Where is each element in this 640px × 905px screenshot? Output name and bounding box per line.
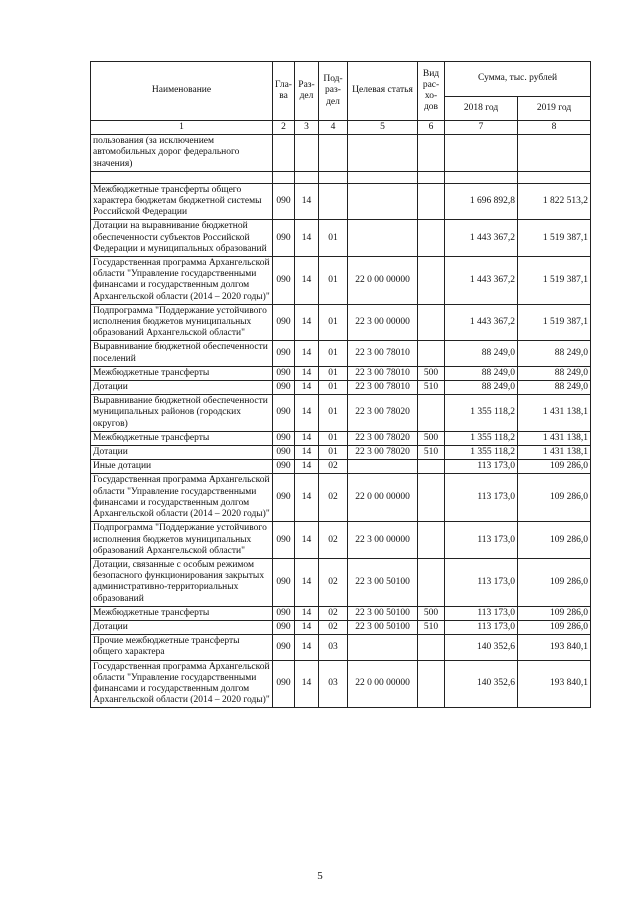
cell-razdel: 14 <box>295 660 319 708</box>
cell-name: Выравнивание бюджетной обеспеченности поселений <box>91 341 273 366</box>
table-body <box>91 135 591 708</box>
cell-name: Подпрограмма "Поддержание устойчивого исполнения бюджетов муниципальных образований Архангельской области" <box>91 522 273 559</box>
cell-vid <box>418 474 445 522</box>
cell-name: Дотации <box>91 381 273 395</box>
cell-razdel <box>295 171 319 183</box>
cell-razdel: 14 <box>295 220 319 257</box>
table-row <box>91 257 591 305</box>
table-row <box>91 620 591 634</box>
header-glava: Гла-ва <box>273 62 295 121</box>
cell-vid <box>418 460 445 474</box>
cell-celevaya <box>348 460 418 474</box>
header-2018: 2018 год <box>445 97 518 121</box>
cell-podrazdel: 03 <box>319 635 348 660</box>
header-razdel: Раз-дел <box>295 62 319 121</box>
cell-name: пользования (за исключением автомобильных дорог федерального значения) <box>91 135 273 172</box>
cell-vid <box>418 558 445 606</box>
cell-razdel: 14 <box>295 474 319 522</box>
cell-2019: 1 431 138,1 <box>518 446 591 460</box>
cell-2018: 113 173,0 <box>445 474 518 522</box>
cell-glava: 090 <box>273 635 295 660</box>
table-row <box>91 635 591 660</box>
table-row <box>91 135 591 172</box>
cell-razdel: 14 <box>295 304 319 341</box>
cell-2019: 109 286,0 <box>518 522 591 559</box>
cell-podrazdel: 01 <box>319 395 348 432</box>
cell-celevaya: 22 3 00 78020 <box>348 395 418 432</box>
header-podrazdel: Под-раз-дел <box>319 62 348 121</box>
budget-table <box>90 61 591 708</box>
cell-2019: 1 431 138,1 <box>518 395 591 432</box>
cell-name: Государственная программа Архангельской области "Управление государственными финансами и государственным долгом Архангельской области (2014 – 2020 годы)" <box>91 474 273 522</box>
cell-vid: 500 <box>418 366 445 380</box>
col-number: 6 <box>418 121 445 135</box>
cell-celevaya <box>348 171 418 183</box>
cell-celevaya: 22 0 00 00000 <box>348 660 418 708</box>
cell-podrazdel: 02 <box>319 606 348 620</box>
cell-glava: 090 <box>273 522 295 559</box>
cell-glava: 090 <box>273 304 295 341</box>
cell-2018: 140 352,6 <box>445 660 518 708</box>
cell-podrazdel: 02 <box>319 522 348 559</box>
cell-glava: 090 <box>273 381 295 395</box>
cell-vid <box>418 257 445 305</box>
cell-razdel: 14 <box>295 431 319 445</box>
cell-2019: 1 519 387,1 <box>518 257 591 305</box>
col-number: 1 <box>91 121 273 135</box>
cell-vid <box>418 341 445 366</box>
cell-podrazdel: 02 <box>319 474 348 522</box>
cell-2018: 113 173,0 <box>445 558 518 606</box>
cell-name: Иные дотации <box>91 460 273 474</box>
cell-vid: 510 <box>418 620 445 634</box>
cell-razdel: 14 <box>295 395 319 432</box>
cell-2019: 109 286,0 <box>518 460 591 474</box>
cell-glava: 090 <box>273 660 295 708</box>
cell-razdel: 14 <box>295 460 319 474</box>
table-row <box>91 460 591 474</box>
cell-glava: 090 <box>273 257 295 305</box>
cell-2018: 88 249,0 <box>445 366 518 380</box>
cell-podrazdel: 01 <box>319 446 348 460</box>
table-row <box>91 606 591 620</box>
table-row <box>91 660 591 708</box>
cell-glava: 090 <box>273 395 295 432</box>
cell-vid <box>418 304 445 341</box>
cell-glava: 090 <box>273 606 295 620</box>
cell-name: Межбюджетные трансферты <box>91 431 273 445</box>
cell-vid <box>418 522 445 559</box>
cell-glava <box>273 171 295 183</box>
cell-vid <box>418 220 445 257</box>
cell-celevaya: 22 3 00 78020 <box>348 446 418 460</box>
table-row <box>91 395 591 432</box>
cell-2019: 88 249,0 <box>518 381 591 395</box>
cell-razdel: 14 <box>295 183 319 220</box>
cell-razdel: 14 <box>295 341 319 366</box>
cell-2018: 1 355 118,2 <box>445 431 518 445</box>
cell-podrazdel: 01 <box>319 257 348 305</box>
cell-glava: 090 <box>273 558 295 606</box>
cell-celevaya: 22 3 00 50100 <box>348 606 418 620</box>
cell-celevaya: 22 3 00 00000 <box>348 304 418 341</box>
col-number: 3 <box>295 121 319 135</box>
cell-razdel: 14 <box>295 381 319 395</box>
col-number: 5 <box>348 121 418 135</box>
header-vid: Вид рас-хо-дов <box>418 62 445 121</box>
cell-name: Межбюджетные трансферты общего характера бюджетам бюджетной системы Российской Федерации <box>91 183 273 220</box>
cell-celevaya: 22 3 00 78020 <box>348 431 418 445</box>
cell-vid <box>418 183 445 220</box>
table-row <box>91 220 591 257</box>
cell-glava <box>273 135 295 172</box>
col-number: 4 <box>319 121 348 135</box>
cell-celevaya: 22 3 00 50100 <box>348 558 418 606</box>
cell-razdel: 14 <box>295 257 319 305</box>
cell-celevaya: 22 3 00 50100 <box>348 620 418 634</box>
cell-razdel <box>295 135 319 172</box>
cell-name: Прочие межбюджетные трансферты общего характера <box>91 635 273 660</box>
cell-2018 <box>445 135 518 172</box>
cell-vid <box>418 660 445 708</box>
cell-glava: 090 <box>273 474 295 522</box>
col-number: 8 <box>518 121 591 135</box>
cell-celevaya <box>348 220 418 257</box>
cell-name: Дотации <box>91 620 273 634</box>
cell-2019: 88 249,0 <box>518 366 591 380</box>
cell-2019: 109 286,0 <box>518 606 591 620</box>
header-2019: 2019 год <box>518 97 591 121</box>
cell-2019: 88 249,0 <box>518 341 591 366</box>
header-name: Наименование <box>91 62 273 121</box>
cell-glava: 090 <box>273 366 295 380</box>
cell-name: Дотации на выравнивание бюджетной обеспеченности субъектов Российской Федерации и муниципальных образований <box>91 220 273 257</box>
cell-2018: 113 173,0 <box>445 460 518 474</box>
cell-vid: 500 <box>418 606 445 620</box>
cell-name: Выравнивание бюджетной обеспеченности муниципальных районов (городских округов) <box>91 395 273 432</box>
cell-2018: 1 443 367,2 <box>445 220 518 257</box>
table-row <box>91 366 591 380</box>
cell-glava: 090 <box>273 431 295 445</box>
cell-name: Дотации, связанные с особым режимом безопасного функционирования закрытых административно-территориальных образований <box>91 558 273 606</box>
cell-2019: 1 519 387,1 <box>518 304 591 341</box>
cell-glava: 090 <box>273 183 295 220</box>
cell-2018 <box>445 171 518 183</box>
cell-glava: 090 <box>273 220 295 257</box>
cell-celevaya: 22 3 00 00000 <box>348 522 418 559</box>
cell-vid <box>418 135 445 172</box>
cell-2019: 1 519 387,1 <box>518 220 591 257</box>
cell-2019: 109 286,0 <box>518 620 591 634</box>
cell-celevaya <box>348 135 418 172</box>
cell-name: Дотации <box>91 446 273 460</box>
cell-celevaya: 22 0 00 00000 <box>348 474 418 522</box>
cell-2018: 1 696 892,8 <box>445 183 518 220</box>
cell-podrazdel: 01 <box>319 220 348 257</box>
table-row <box>91 171 591 183</box>
header-celevaya: Целевая статья <box>348 62 418 121</box>
cell-2019: 193 840,1 <box>518 635 591 660</box>
table-row <box>91 304 591 341</box>
cell-podrazdel: 01 <box>319 341 348 366</box>
cell-2018: 1 355 118,2 <box>445 446 518 460</box>
cell-2018: 88 249,0 <box>445 341 518 366</box>
cell-2018: 113 173,0 <box>445 606 518 620</box>
cell-2018: 88 249,0 <box>445 381 518 395</box>
cell-vid: 510 <box>418 381 445 395</box>
cell-celevaya <box>348 183 418 220</box>
cell-2019: 109 286,0 <box>518 558 591 606</box>
cell-razdel: 14 <box>295 522 319 559</box>
cell-razdel: 14 <box>295 620 319 634</box>
col-number: 2 <box>273 121 295 135</box>
cell-podrazdel: 01 <box>319 381 348 395</box>
cell-celevaya: 22 3 00 78010 <box>348 381 418 395</box>
cell-2019: 1 822 513,2 <box>518 183 591 220</box>
cell-vid: 510 <box>418 446 445 460</box>
cell-2018: 1 443 367,2 <box>445 257 518 305</box>
cell-2018: 140 352,6 <box>445 635 518 660</box>
cell-podrazdel: 02 <box>319 558 348 606</box>
cell-podrazdel: 01 <box>319 366 348 380</box>
cell-2018: 1 443 367,2 <box>445 304 518 341</box>
cell-name: Государственная программа Архангельской области "Управление государственными финансами и государственным долгом Архангельской области (2014 – 2020 годы)" <box>91 660 273 708</box>
cell-2019: 193 840,1 <box>518 660 591 708</box>
cell-2018: 113 173,0 <box>445 522 518 559</box>
cell-podrazdel: 03 <box>319 660 348 708</box>
cell-podrazdel <box>319 183 348 220</box>
cell-name: Межбюджетные трансферты <box>91 606 273 620</box>
cell-celevaya: 22 0 00 00000 <box>348 257 418 305</box>
col-number: 7 <box>445 121 518 135</box>
cell-vid <box>418 635 445 660</box>
table-row <box>91 474 591 522</box>
cell-glava: 090 <box>273 620 295 634</box>
cell-name <box>91 171 273 183</box>
cell-razdel: 14 <box>295 446 319 460</box>
table-row <box>91 183 591 220</box>
cell-name: Подпрограмма "Поддержание устойчивого исполнения бюджетов муниципальных образований Архангельской области" <box>91 304 273 341</box>
table-row <box>91 446 591 460</box>
table-row <box>91 341 591 366</box>
cell-glava: 090 <box>273 460 295 474</box>
header-summa: Сумма, тыс. рублей <box>445 62 591 97</box>
cell-podrazdel <box>319 171 348 183</box>
table-row <box>91 381 591 395</box>
table-row <box>91 558 591 606</box>
cell-podrazdel: 02 <box>319 620 348 634</box>
cell-razdel: 14 <box>295 635 319 660</box>
cell-2019: 1 431 138,1 <box>518 431 591 445</box>
cell-vid <box>418 395 445 432</box>
cell-name: Государственная программа Архангельской области "Управление государственными финансами и государственным долгом Архангельской области (2014 – 2020 годы)" <box>91 257 273 305</box>
cell-2019 <box>518 171 591 183</box>
cell-2019 <box>518 135 591 172</box>
cell-podrazdel: 01 <box>319 431 348 445</box>
cell-podrazdel <box>319 135 348 172</box>
cell-glava: 090 <box>273 446 295 460</box>
cell-2018: 113 173,0 <box>445 620 518 634</box>
cell-podrazdel: 01 <box>319 304 348 341</box>
table-row <box>91 522 591 559</box>
table-row <box>91 431 591 445</box>
cell-celevaya <box>348 635 418 660</box>
cell-vid: 500 <box>418 431 445 445</box>
cell-name: Межбюджетные трансферты <box>91 366 273 380</box>
cell-vid <box>418 171 445 183</box>
cell-razdel: 14 <box>295 366 319 380</box>
cell-glava: 090 <box>273 341 295 366</box>
cell-2018: 1 355 118,2 <box>445 395 518 432</box>
cell-celevaya: 22 3 00 78010 <box>348 341 418 366</box>
page-number: 5 <box>317 870 323 882</box>
cell-razdel: 14 <box>295 558 319 606</box>
cell-podrazdel: 02 <box>319 460 348 474</box>
cell-celevaya: 22 3 00 78010 <box>348 366 418 380</box>
cell-razdel: 14 <box>295 606 319 620</box>
cell-2019: 109 286,0 <box>518 474 591 522</box>
column-number-row <box>91 121 591 135</box>
